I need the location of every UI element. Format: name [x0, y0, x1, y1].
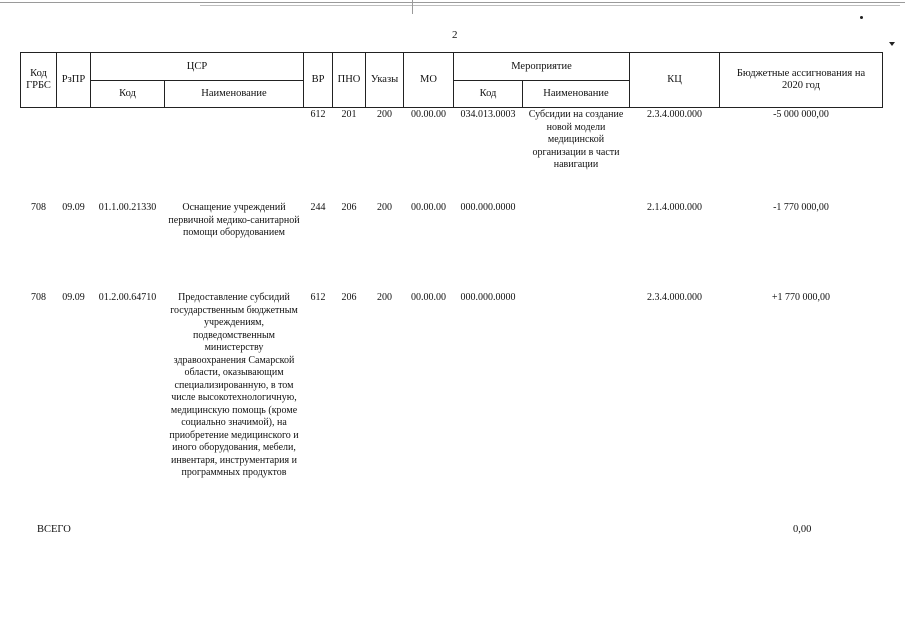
scan-marker [889, 42, 895, 46]
cell-ukazy: 200 [377, 292, 392, 303]
cell-amount: -1 770 000,00 [773, 202, 829, 213]
cell-kc: 2.1.4.000.000 [647, 202, 702, 213]
cell-vr: 612 [310, 292, 326, 303]
cell-pno: 206 [341, 202, 357, 213]
cell-vr: 244 [310, 202, 326, 213]
header-ukazy: Указы [365, 52, 404, 108]
cell-kc: 2.3.4.000.000 [647, 292, 702, 303]
header-kc: КЦ [629, 52, 720, 108]
cell-grbs: 708 [31, 292, 46, 303]
header-budget: Бюджетные ассигнования на 2020 год [719, 52, 883, 108]
cell-amount: +1 770 000,00 [771, 292, 831, 303]
header-mer-code: Код [453, 80, 523, 108]
scan-edge-mark [412, 0, 413, 14]
cell-pno: 206 [341, 292, 357, 303]
cell-kc: 2.3.4.000.000 [647, 109, 702, 120]
header-pno: ПНО [332, 52, 366, 108]
cell-rzpr: 09.09 [62, 292, 85, 303]
scan-edge-line-secondary [200, 5, 900, 6]
header-grbs: Код ГРБС [20, 52, 57, 108]
cell-mer-code: 000.000.0000 [460, 202, 516, 213]
header-mo: МО [403, 52, 454, 108]
total-value: 0,00 [793, 524, 812, 535]
header-csr: ЦСР [90, 52, 304, 81]
cell-mer-code: 000.000.0000 [460, 292, 516, 303]
cell-csr-code: 01.1.00.21330 [98, 202, 157, 213]
cell-ukazy: 200 [377, 202, 392, 213]
cell-mo: 00.00.00 [411, 202, 446, 213]
cell-mo: 00.00.00 [411, 292, 446, 303]
cell-mer-code: 034.013.0003 [460, 109, 516, 120]
header-rzpr: РзПР [56, 52, 91, 108]
cell-pno: 201 [341, 109, 357, 120]
cell-vr: 612 [310, 109, 326, 120]
cell-ukazy: 200 [377, 109, 392, 120]
scan-edge-line [0, 2, 905, 3]
page-number: 2 [452, 29, 458, 41]
total-label: ВСЕГО [37, 524, 71, 535]
cell-mer-name: Субсидии на создание новой модели медицинской организации в части навигации [528, 109, 624, 170]
cell-csr-name: Оснащение учреждений первичной медико-санитарной помощи оборудованием [168, 202, 300, 238]
header-csr-code: Код [90, 80, 165, 108]
cell-mo: 00.00.00 [411, 109, 446, 120]
header-vr: ВР [303, 52, 333, 108]
cell-rzpr: 09.09 [62, 202, 85, 213]
cell-csr-code: 01.2.00.64710 [98, 292, 157, 303]
cell-grbs: 708 [31, 202, 46, 213]
header-mer-name: Наименование [522, 80, 630, 108]
header-csr-name: Наименование [164, 80, 304, 108]
header-meropriyatie: Мероприятие [453, 52, 630, 81]
cell-csr-name: Предоставление субсидий государственным бюджетным учреждениям, подведомственным министерству здравоохранения Самарской области, оказывающим специализированную, в том числе высокотехнологичную, медицинскую помощь (кроме социально значимой), на приобретение медицинского и иного оборудования, мебели, инвентаря, инструментария и программных продуктов [169, 292, 299, 478]
scan-speck [860, 16, 863, 19]
cell-amount: -5 000 000,00 [773, 109, 829, 120]
